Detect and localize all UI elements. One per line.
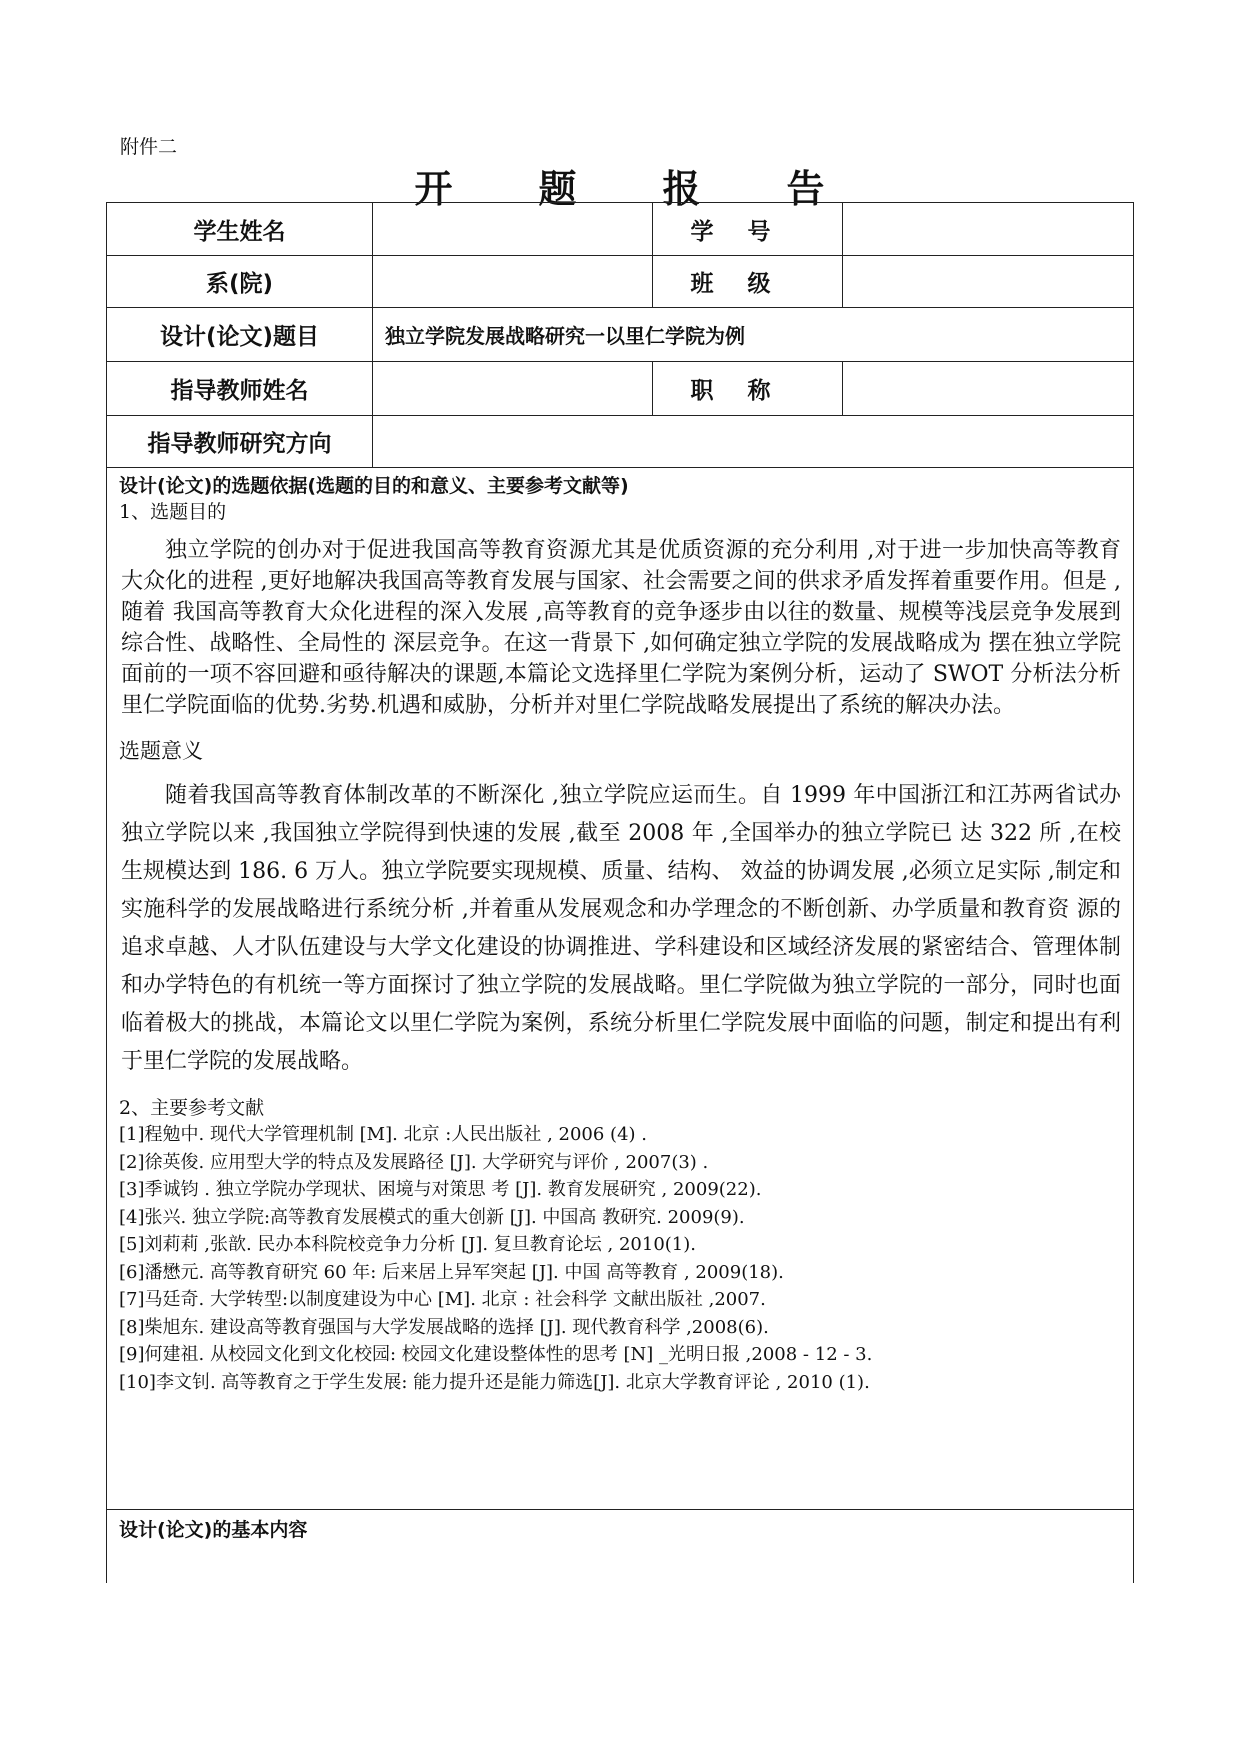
- advisor-direction-label: 指导教师研究方向: [147, 430, 332, 457]
- department-field[interactable]: [372, 255, 652, 307]
- section-content: [107, 1509, 1133, 1583]
- significance-text: 随着我国高等教育体制改革的不断深化 ,独立学院应运而生。自 1999 年中国浙江和江苏两省试办独立学院以来 ,我国独立学院得到快速的发展 ,截至 2008 年 ,全国举办的独立学院已 达 322 所 ,在校生规模达到 186. 6 万人。独立学院要实现规模、质量、结构、 效益的协调发展 ,必须立足实际 ,制定和实施科学的发展战略进行系统分析 ,并着重从发展观念和办学理念的不断创新、办学质量和教育资 源的追求卓越、人才队伍建设与大学文化建设的协调推进、学科建设和区域经济发展的紧密结合、管理体制和办学特色的有机统一等方面探讨了独立学院的发展战略。里仁学院做为独立学院的一部分，同时也面临着极大的挑战，本篇论文以里仁学院为案例，系统分析里仁学院发展中面临的问题，制定和提出有利于里仁学院的发展战略。: [121, 783, 1121, 1074]
- professional-title-field[interactable]: [842, 361, 1133, 415]
- topic-value[interactable]: 独立学院发展战略研究一以里仁学院为例: [372, 307, 1133, 361]
- title-char-3: 报: [662, 166, 703, 211]
- student-id-label: 学号: [652, 203, 842, 255]
- row-department: [107, 255, 1133, 308]
- reference-item: [4]张兴. 独立学院:高等教育发展模式的重大创新 [J]. 中国高 教研究. 2009(9).: [119, 1206, 745, 1228]
- advisor-name-label: 指导教师姓名: [170, 377, 309, 404]
- reference-item: [10]李文钊. 高等教育之于学生发展: 能力提升还是能力筛选[J]. 北京大学教育评论 , 2010 (1).: [119, 1371, 870, 1393]
- student-name-label: 学生姓名: [193, 218, 286, 245]
- purpose-text: 独立学院的创办对于促进我国高等教育资源尤其是优质资源的充分利用 ,对于进一步加快高等教育大众化的进程 ,更好地解决我国高等教育发展与国家、社会需要之间的供求矛盾发挥着重要作用。但是 ,随着 我国高等教育大众化进程的深入发展 ,高等教育的竞争逐步由以往的数量、规模等浅层竞争发展到综合性、战略性、全局性的 深层竞争。在这一背景下 ,如何确定独立学院的发展战略成为 摆在独立学院面前的一项不容回避和亟待解决的课题,本篇论文选择里仁学院为案例分析，运动了 SWOT 分析法分析里仁学院面临的优势.劣势.机遇和威胁，分析并对里仁学院战略发展提出了系统的解决办法。: [121, 538, 1121, 718]
- row-topic: [107, 307, 1133, 362]
- reference-item: [3]季诚钧 . 独立学院办学现状、困境与对策思 考 [J]. 教育发展研究 , 2009(22).: [119, 1179, 762, 1200]
- reference-item: [6]潘懋元. 高等教育研究 60 年: 后来居上异军突起 [J]. 中国 高等教育 , 2009(18).: [119, 1261, 784, 1283]
- row-advisor-direction: [107, 415, 1133, 468]
- references-list: [119, 1121, 1119, 1396]
- title-char-4: 告: [786, 166, 827, 211]
- proposal-form: [106, 202, 1134, 1583]
- title-char-1: 开: [414, 166, 455, 211]
- reference-item: [7]马廷奇. 大学转型:以制度建设为中心 [M]. 北京 : 社会科学 文献出版社 ,2007.: [119, 1289, 766, 1310]
- basis-heading: 设计(论文)的选题依据(选题的目的和意义、主要参考文献等): [119, 475, 629, 497]
- department-label: 系(院): [205, 270, 274, 297]
- purpose-heading: 1、选题目的: [119, 501, 227, 523]
- content-heading: 设计(论文)的基本内容: [119, 1519, 308, 1541]
- professional-title-label: 职称: [652, 361, 842, 415]
- reference-item: [5]刘莉莉 ,张歆. 民办本科院校竞争力分析 [J]. 复旦教育论坛 , 2010(1).: [119, 1234, 696, 1255]
- class-label: 班级: [652, 255, 842, 307]
- advisor-name-field[interactable]: [372, 361, 652, 415]
- reference-item: [1]程勉中. 现代大学管理机制 [M]. 北京 :人民出版社 , 2006 (4) .: [119, 1124, 648, 1145]
- topic-label: 设计(论文)题目: [159, 323, 320, 350]
- reference-item: [8]柴旭东. 建设高等教育强国与大学发展战略的选择 [J]. 现代教育科学 ,2008(6).: [119, 1316, 769, 1338]
- reference-item: [2]徐英俊. 应用型大学的特点及发展路径 [J]. 大学研究与评价 , 2007(3) .: [119, 1151, 709, 1173]
- student-id-field[interactable]: [842, 203, 1133, 255]
- significance-heading: 选题意义: [119, 739, 203, 763]
- row-advisor: [107, 361, 1133, 416]
- references-heading: 2、主要参考文献: [119, 1097, 265, 1119]
- attachment-label: 附件二: [120, 136, 178, 158]
- class-field[interactable]: [842, 255, 1133, 307]
- student-name-field[interactable]: [372, 203, 652, 255]
- section-basis: [107, 467, 1133, 1510]
- title-char-2: 题: [538, 166, 579, 211]
- advisor-direction-field[interactable]: [372, 415, 1133, 467]
- reference-item: [9]何建祖. 从校园文化到文化校园: 校园文化建设整体性的思考 [N] _光明日报 ,2008 - 12 - 3.: [119, 1344, 873, 1365]
- row-student: [107, 203, 1133, 256]
